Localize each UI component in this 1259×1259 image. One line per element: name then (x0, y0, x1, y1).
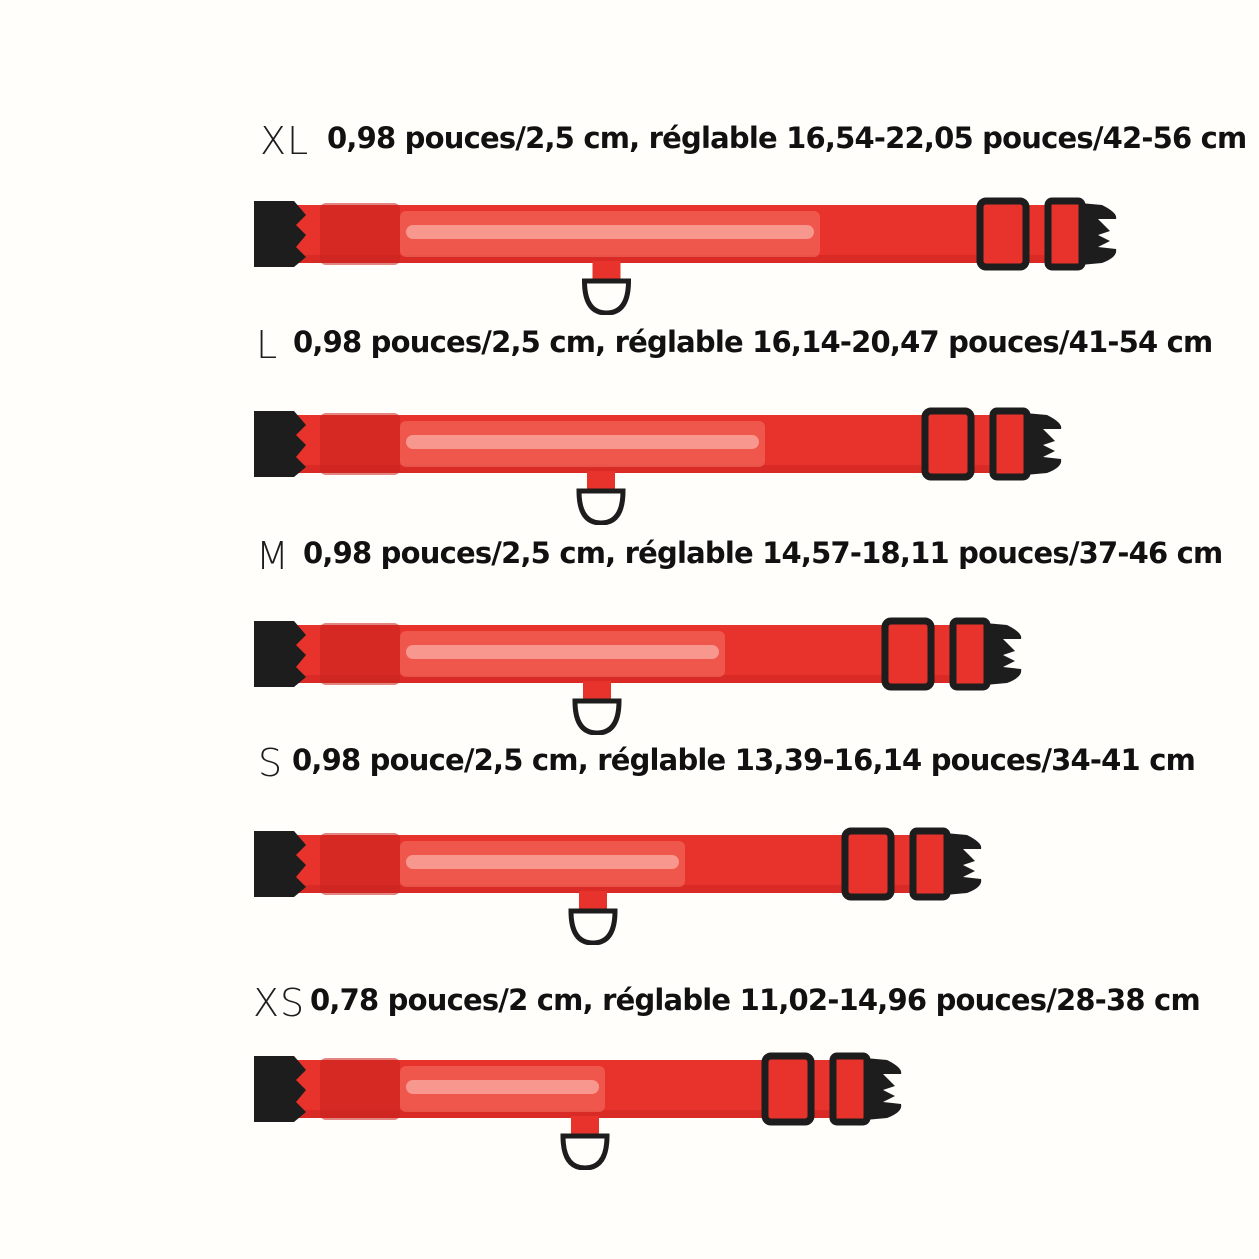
size-spec: 0,78 pouces/2 cm, réglable 11,02-14,96 pouces/28-38 cm (310, 983, 1200, 1017)
collar-image (250, 405, 1065, 525)
size-spec: 0,98 pouces/2,5 cm, réglable 16,14-20,47 pouces/41-54 cm (293, 325, 1213, 359)
collar-image (250, 825, 985, 945)
size-label: XL (260, 119, 310, 163)
size-spec: 0,98 pouces/2,5 cm, réglable 14,57-18,11 pouces/37-46 cm (303, 536, 1223, 570)
size-spec: 0,98 pouces/2,5 cm, réglable 16,54-22,05 pouces/42-56 cm (327, 121, 1247, 155)
size-label: M (256, 534, 290, 578)
size-label: S (258, 741, 284, 785)
size-spec: 0,98 pouce/2,5 cm, réglable 13,39-16,14 pouces/34-41 cm (292, 743, 1196, 777)
size-label: XS (253, 981, 306, 1025)
collar-image (250, 1050, 905, 1170)
collar-image (250, 615, 1025, 735)
size-label: L (256, 323, 279, 367)
collar-image (250, 195, 1120, 315)
